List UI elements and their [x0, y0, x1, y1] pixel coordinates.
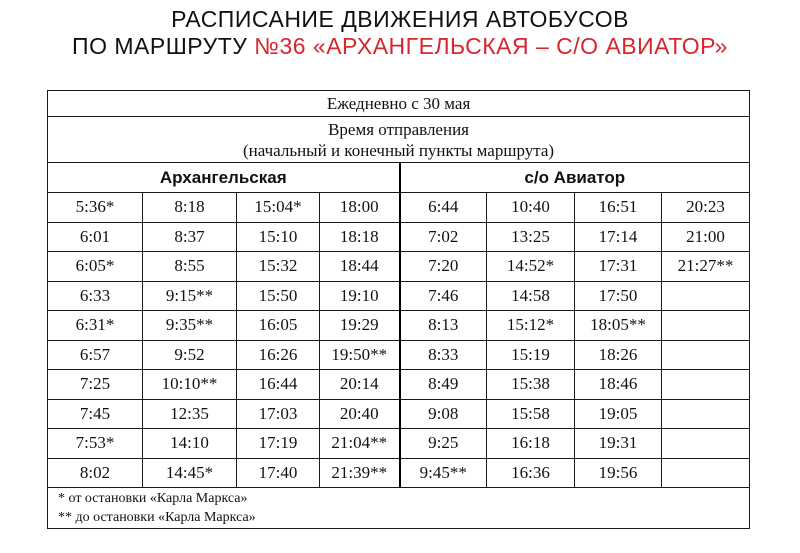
time-cell-arkhangelskaya: 15:32 — [237, 252, 320, 282]
schedule-table — [47, 90, 750, 529]
time-row — [48, 311, 750, 341]
time-row — [48, 429, 750, 459]
time-cell-arkhangelskaya: 19:50** — [320, 340, 400, 370]
time-cell-arkhangelskaya: 17:19 — [237, 429, 320, 459]
page-title-line-1: РАСПИСАНИЕ ДВИЖЕНИЯ АВТОБУСОВ — [171, 6, 629, 32]
time-cell-arkhangelskaya: 8:37 — [143, 222, 237, 252]
time-cell-aviator: 8:13 — [400, 311, 487, 341]
time-cell-aviator: 15:58 — [487, 399, 575, 429]
time-cell-arkhangelskaya: 9:52 — [143, 340, 237, 370]
time-cell-aviator: 13:25 — [487, 222, 575, 252]
time-cell-aviator: 14:52* — [487, 252, 575, 282]
time-row — [48, 399, 750, 429]
daily-row — [48, 91, 750, 117]
time-cell-aviator: 17:31 — [575, 252, 662, 282]
time-cell-arkhangelskaya: 17:40 — [237, 458, 320, 488]
footnote: ** до остановки «Карла Маркса» — [58, 510, 256, 525]
time-cell-aviator — [662, 429, 750, 459]
time-cell-arkhangelskaya: 7:25 — [48, 370, 143, 400]
departure-row — [48, 117, 750, 163]
time-row — [48, 193, 750, 223]
time-cell-arkhangelskaya: 9:15** — [143, 281, 237, 311]
stop-aviator: с/о Авиатор — [400, 163, 750, 193]
time-cell-aviator: 9:08 — [400, 399, 487, 429]
notes-row — [48, 488, 750, 529]
time-cell-aviator — [662, 370, 750, 400]
time-cell-aviator: 9:25 — [400, 429, 487, 459]
time-row — [48, 458, 750, 488]
time-cell-aviator: 7:20 — [400, 252, 487, 282]
time-cell-aviator: 6:44 — [400, 193, 487, 223]
time-cell-aviator: 10:40 — [487, 193, 575, 223]
time-cell-arkhangelskaya: 6:01 — [48, 222, 143, 252]
time-cell-aviator — [662, 281, 750, 311]
time-cell-aviator: 16:51 — [575, 193, 662, 223]
time-cell-aviator: 18:46 — [575, 370, 662, 400]
footnotes — [48, 488, 750, 529]
route-name: №36 «АРХАНГЕЛЬСКАЯ – С/О АВИАТОР» — [254, 33, 728, 59]
daily-note: Ежедневно с 30 мая — [48, 91, 750, 117]
time-cell-arkhangelskaya: 16:44 — [237, 370, 320, 400]
schedule-body — [48, 91, 750, 529]
time-cell-aviator: 8:49 — [400, 370, 487, 400]
time-cell-aviator: 19:31 — [575, 429, 662, 459]
footnote: * от остановки «Карла Маркса» — [58, 491, 248, 506]
time-row — [48, 281, 750, 311]
time-cell-aviator: 16:36 — [487, 458, 575, 488]
time-row — [48, 370, 750, 400]
time-cell-arkhangelskaya: 6:33 — [48, 281, 143, 311]
time-cell-arkhangelskaya: 6:05* — [48, 252, 143, 282]
time-cell-arkhangelskaya: 8:55 — [143, 252, 237, 282]
page-title-line-2 — [0, 33, 800, 59]
time-cell-arkhangelskaya: 10:10** — [143, 370, 237, 400]
time-cell-arkhangelskaya: 14:45* — [143, 458, 237, 488]
time-cell-arkhangelskaya: 16:26 — [237, 340, 320, 370]
time-cell-aviator — [662, 458, 750, 488]
time-cell-aviator: 8:33 — [400, 340, 487, 370]
time-cell-arkhangelskaya: 21:39** — [320, 458, 400, 488]
time-cell-aviator: 19:05 — [575, 399, 662, 429]
time-cell-aviator: 17:14 — [575, 222, 662, 252]
time-row — [48, 222, 750, 252]
time-cell-aviator: 9:45** — [400, 458, 487, 488]
time-cell-arkhangelskaya: 6:57 — [48, 340, 143, 370]
time-cell-arkhangelskaya: 18:00 — [320, 193, 400, 223]
time-cell-arkhangelskaya: 21:04** — [320, 429, 400, 459]
time-cell-arkhangelskaya: 16:05 — [237, 311, 320, 341]
time-cell-arkhangelskaya: 12:35 — [143, 399, 237, 429]
time-cell-aviator: 21:00 — [662, 222, 750, 252]
title-prefix: ПО МАРШРУТУ — [72, 33, 255, 59]
time-cell-arkhangelskaya: 7:45 — [48, 399, 143, 429]
time-cell-arkhangelskaya: 5:36* — [48, 193, 143, 223]
stops-row — [48, 163, 750, 193]
time-cell-arkhangelskaya: 14:10 — [143, 429, 237, 459]
time-cell-arkhangelskaya: 15:10 — [237, 222, 320, 252]
time-cell-arkhangelskaya: 7:53* — [48, 429, 143, 459]
time-cell-aviator — [662, 340, 750, 370]
time-cell-aviator: 15:19 — [487, 340, 575, 370]
time-cell-arkhangelskaya: 8:02 — [48, 458, 143, 488]
time-cell-aviator: 7:46 — [400, 281, 487, 311]
time-cell-arkhangelskaya: 8:18 — [143, 193, 237, 223]
time-cell-aviator: 15:38 — [487, 370, 575, 400]
time-cell-aviator: 19:56 — [575, 458, 662, 488]
time-cell-aviator: 7:02 — [400, 222, 487, 252]
time-cell-aviator: 18:26 — [575, 340, 662, 370]
departure-subtitle: (начальный и конечный пункты маршрута) — [242, 140, 555, 160]
time-cell-aviator — [662, 311, 750, 341]
time-cell-aviator: 20:23 — [662, 193, 750, 223]
time-cell-aviator — [662, 399, 750, 429]
time-cell-arkhangelskaya: 17:03 — [237, 399, 320, 429]
time-cell-aviator: 21:27** — [662, 252, 750, 282]
time-cell-arkhangelskaya: 15:04* — [237, 193, 320, 223]
time-cell-arkhangelskaya: 18:44 — [320, 252, 400, 282]
time-cell-arkhangelskaya: 20:14 — [320, 370, 400, 400]
departure-title: Время отправления — [328, 119, 469, 139]
time-cell-aviator: 17:50 — [575, 281, 662, 311]
time-cell-arkhangelskaya: 19:29 — [320, 311, 400, 341]
time-cell-arkhangelskaya: 15:50 — [237, 281, 320, 311]
time-cell-aviator: 18:05** — [575, 311, 662, 341]
time-row — [48, 252, 750, 282]
time-cell-arkhangelskaya: 20:40 — [320, 399, 400, 429]
time-cell-arkhangelskaya: 9:35** — [143, 311, 237, 341]
departure-header — [48, 117, 750, 163]
time-cell-arkhangelskaya: 18:18 — [320, 222, 400, 252]
stop-arkhangelskaya: Архангельская — [48, 163, 400, 193]
time-cell-aviator: 16:18 — [487, 429, 575, 459]
time-cell-aviator: 15:12* — [487, 311, 575, 341]
time-cell-arkhangelskaya: 19:10 — [320, 281, 400, 311]
time-row — [48, 340, 750, 370]
time-cell-aviator: 14:58 — [487, 281, 575, 311]
time-cell-arkhangelskaya: 6:31* — [48, 311, 143, 341]
